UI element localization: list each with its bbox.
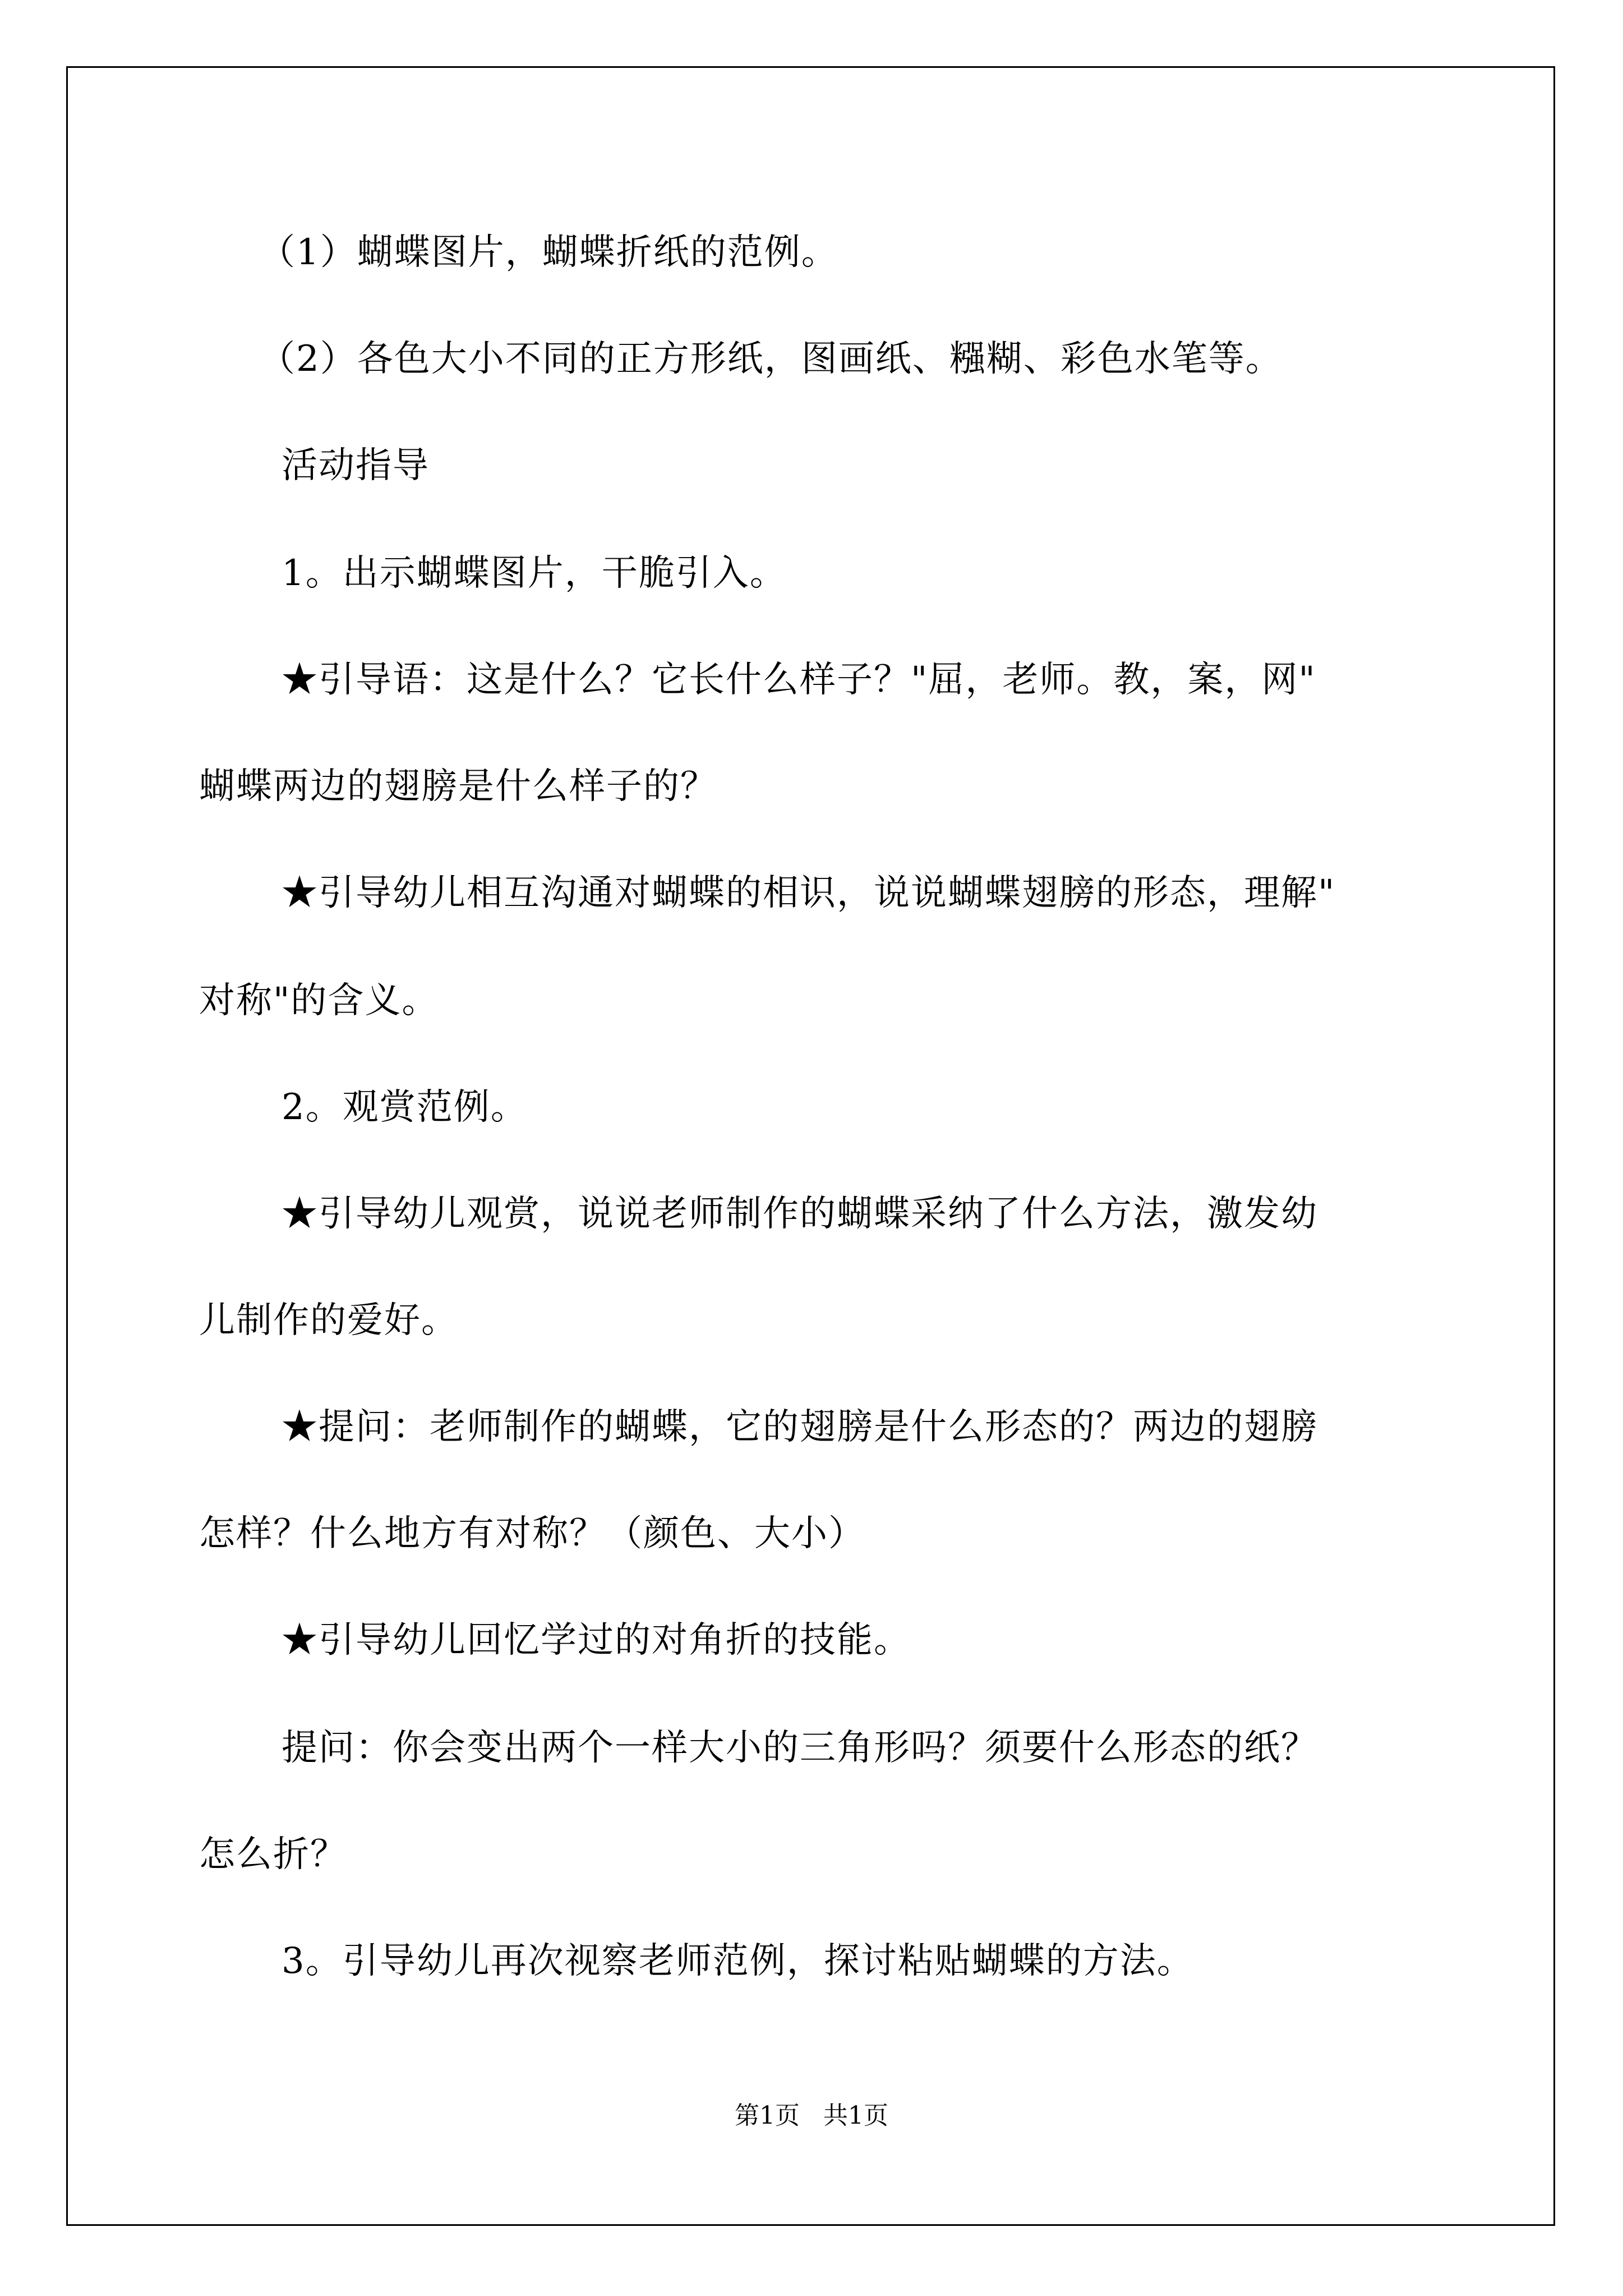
text-line-8: 对称"的含义。 xyxy=(199,980,439,1022)
page-footer xyxy=(0,2101,1623,2130)
text-line-4: 1。出示蝴蝶图片，干脆引入。 xyxy=(282,553,787,594)
page-number: 第1页 xyxy=(735,2101,800,2130)
text-line-7: ★引导幼儿相互沟通对蝴蝶的相识，说说蝴蝶翅膀的形态，理解" xyxy=(282,872,1336,914)
text-line-15: 提问：你会变出两个一样大小的三角形吗？须要什么形态的纸？ xyxy=(282,1727,1318,1769)
text-line-9: 2。观赏范例。 xyxy=(282,1087,528,1128)
text-line-17: 3。引导幼儿再次视察老师范例，探讨粘贴蝴蝶的方法。 xyxy=(282,1940,1194,1982)
text-line-14: ★引导幼儿回忆学过的对角折的技能。 xyxy=(282,1619,911,1661)
text-line-13: 怎样？什么地方有对称？（颜色、大小） xyxy=(199,1513,865,1554)
text-line-2: （2）各色大小不同的正方形纸，图画纸、糨糊、彩色水笔等。 xyxy=(259,338,1283,380)
text-line-6: 蝴蝶两边的翅膀是什么样子的？ xyxy=(199,766,717,807)
text-line-1: （1）蝴蝶图片，蝴蝶折纸的范例。 xyxy=(259,232,838,273)
text-line-12: ★提问：老师制作的蝴蝶，它的翅膀是什么形态的？两边的翅膀 xyxy=(282,1406,1318,1448)
text-line-5: ★引导语：这是什么？它长什么样子？"屈，老师。教，案，网" xyxy=(282,659,1316,701)
text-line-16: 怎么折？ xyxy=(199,1834,347,1875)
text-line-10: ★引导幼儿观赏，说说老师制作的蝴蝶采纳了什么方法，激发幼 xyxy=(282,1193,1318,1235)
text-line-11: 儿制作的爱好。 xyxy=(199,1300,458,1341)
section-heading: 活动指导 xyxy=(282,445,430,486)
page-total: 共1页 xyxy=(823,2101,888,2130)
page-border xyxy=(66,66,1555,2226)
